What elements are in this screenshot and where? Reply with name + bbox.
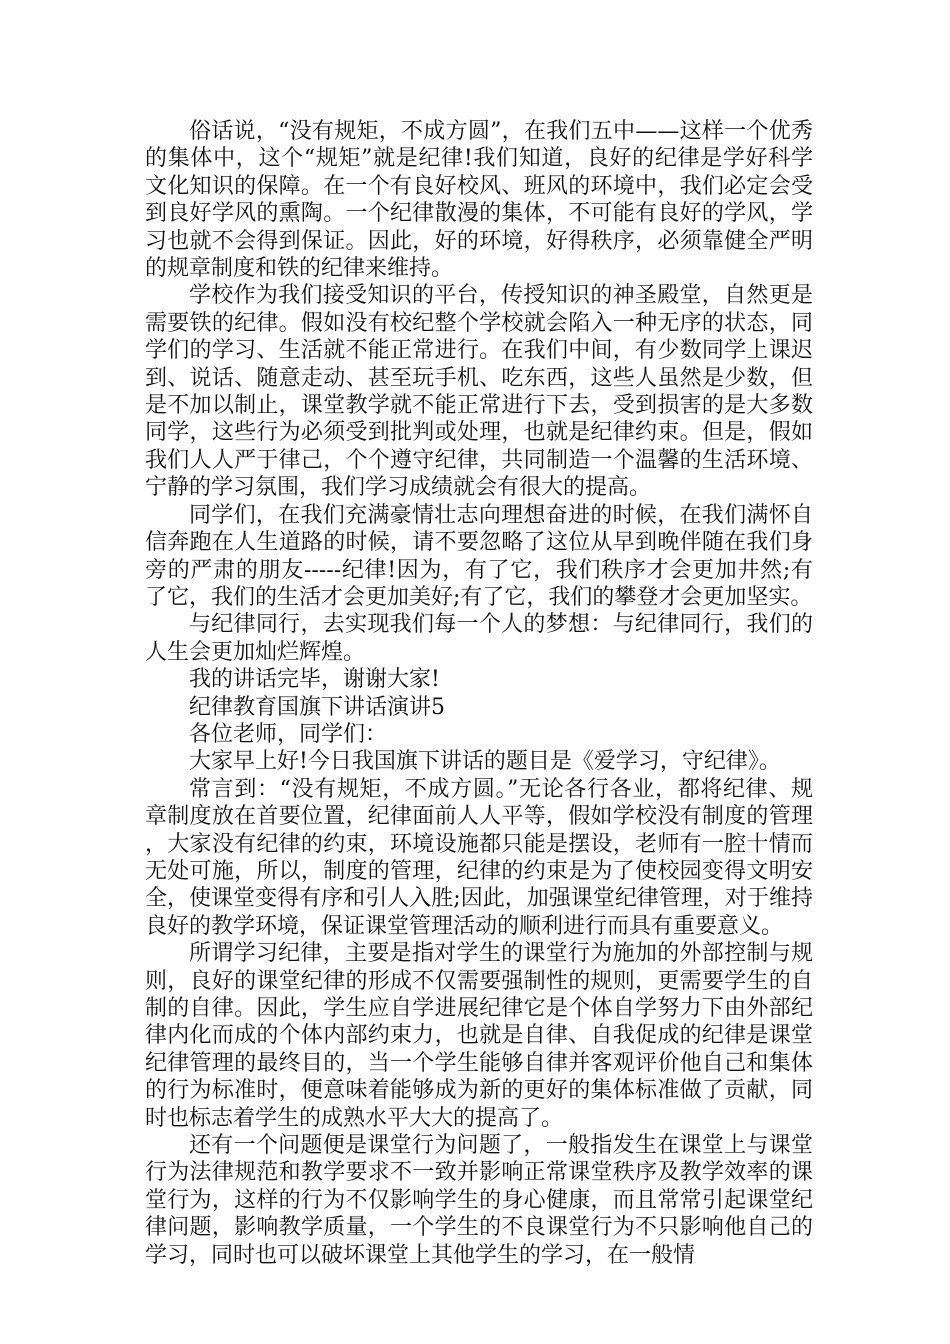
paragraph-5: 常言到：“没有规矩，不成方圆。”无论各行各业，都将纪律、规章制度放在首要位置，纪律面前人人平等，假如学校没有制度的管理，大家没有纪律的约束，环境设施都只能是摆设，老师有一腔十情而无处可施，所以，制度的管理，纪律的约束是为了使校园变得文明安全，使课堂变得有序和引人入胜;因此，加强课堂纪律管理，对于维持良好的教学环境，保证课堂管理活动的顺利进行而具有重要意义。 [145,776,813,939]
paragraph-1: 俗话说，“没有规矩，不成方圆”，在我们五中——这样一个优秀的集体中，这个“规矩”就是纪律!我们知道，良好的纪律是学好科学文化知识的保障。在一个有良好校风、班风的环境中，我们必定会受到良好学风的熏陶。一个纪律散漫的集体，不可能有良好的学风，学习也就不会得到保证。因此，好的环境，好得秩序，必须靠健全严明的规章制度和铁的纪律来维持。 [145,119,813,282]
salutation: 各位老师，同学们： [189,721,388,747]
paragraph-3: 同学们，在我们充满豪情壮志向理想奋进的时候，在我们满怀自信奔跑在人生道路的时候，请不要忽略了这位从早到晚伴随在我们身旁的严肃的朋友-----纪律!因为，有了它，我们秩序才会更加井然;有了它，我们的生活才会更加美好;有了它，我们的攀登才会更加坚实。 [145,502,813,610]
paragraph-2: 学校作为我们接受知识的平台，传授知识的神圣殿堂，自然更是需要铁的纪律。假如没有校纪整个学校就会陷入一种无序的状态，同学们的学习、生活就不能正常进行。在我们中间，有少数同学上课迟到、说话、随意走动、甚至玩手机、吃东西，这些人虽然是少数，但是不加以制止，课堂教学就不能正常进行下去，受到损害的是大多数同学，这些行为必须受到批判或处理，也就是纪律约束。但是，假如我们人人严于律己，个个遵守纪律，共同制造一个温馨的生活环境、宁静的学习氛围，我们学习成绩就会有很大的提高。 [145,283,813,501]
paragraph-4: 与纪律同行，去实现我们每一个人的梦想：与纪律同行，我们的人生会更加灿烂辉煌。 [145,612,813,665]
greeting-line: 大家早上好!今日我国旗下讲话的题目是《爱学习，守纪律》。 [189,749,781,775]
closing-line: 我的讲话完毕，谢谢大家! [189,667,440,693]
paragraph-7: 还有一个问题便是课堂行为问题了，一般指发生在课堂上与课堂行为法律规范和教学要求不一致并影响正常课堂秩序及教学效率的课堂行为，这样的行为不仅影响学生的身心健康，而且常常引起课堂纪律问题，影响教学质量，一个学生的不良课堂行为不只影响他自己的学习，同时也可以破坏课堂上其他学生的学习，在一般情 [145,1133,813,1268]
document-page [145,118,813,1269]
paragraph-6: 所谓学习纪律，主要是指对学生的课堂行为施加的外部控制与规则，良好的课堂纪律的形成不仅需要强制性的规则，更需要学生的自制的自律。因此，学生应自学进展纪律它是个体自学努力下由外部纪律内化而成的个体内部约束力，也就是自律、自我促成的纪律是课堂纪律管理的最终目的，当一个学生能够自律并客观评价他自己和集体的行为标准时，便意味着能够成为新的更好的集体标准做了贡献，同时也标志着学生的成熟水平大大的提高了。 [145,941,813,1131]
section-title: 纪律教育国旗下讲话演讲5 [189,694,445,720]
